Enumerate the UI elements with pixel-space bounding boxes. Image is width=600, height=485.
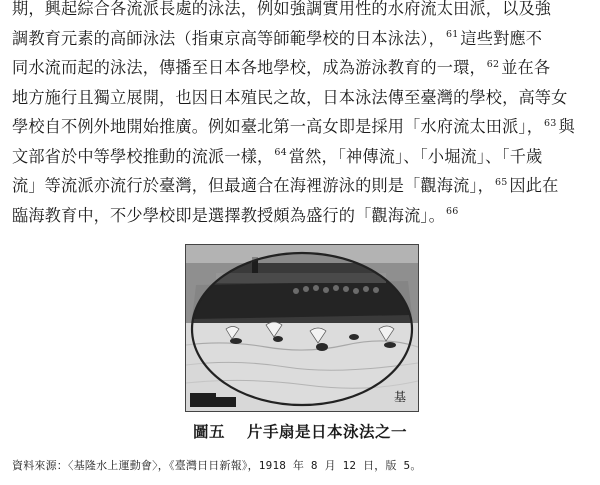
body-paragraph [12,0,592,230]
footnote-ref-66[interactable]: 66 [446,206,459,218]
figure-source: 資料來源：〈基隆水上運動會〉，《臺灣日日新報》，1918 年 8 月 12 日，版 5。 [12,459,422,472]
figure-number: 圖五 [192,423,225,441]
footnote-ref-64[interactable]: 64 [274,147,287,159]
body-line-text: 學校自不例外地開始推廣。例如臺北第一高女即是採用「水府流太田派」， [12,117,544,136]
body-line-2 [12,24,592,54]
body-line-text: 這些對應不 [460,28,543,48]
body-line-text: 文部省於中等學校推動的流派一樣， [12,146,274,166]
body-line-text: 同水流而起的泳法，傳播至日本各地學校，成為游泳教育的一環， [12,58,486,77]
body-line-7 [12,171,592,201]
footnote-ref-65[interactable]: 65 [495,176,508,188]
body-line-1 [12,0,592,24]
body-line-text: 調教育元素的高師泳法（指東京高等師範學校的日本泳法）， [12,28,446,48]
body-line-text: 當然，「神傳流」、「小堀流」、「千歲 [288,146,543,166]
body-line-text: 臨海教育中，不少學校即是選擇教授頗為盛行的「觀海流」。 [12,205,446,225]
body-line-text: 與 [558,117,575,136]
historical-photo-figure [185,244,419,412]
body-line-text: 並在各 [501,58,551,77]
body-line-8 [12,201,592,231]
figure-title: 片手扇是日本泳法之一 [247,423,408,441]
body-line-3 [12,53,592,83]
body-line-5 [12,112,592,142]
swimming-photo-illustration [186,245,418,411]
footnote-ref-61[interactable]: 61 [446,29,459,41]
footnote-ref-62[interactable]: 62 [486,58,500,70]
body-line-text: 地方施行且獨立展開，也因日本殖民之故，日本泳法傳至臺灣的學校，高等女 [12,87,568,107]
body-line-text: 因此在 [509,176,559,195]
ship-hull [192,281,412,319]
photo-signature: 基 [393,390,406,404]
footnote-ref-63[interactable]: 63 [544,117,557,129]
figure-caption [0,420,600,442]
body-line-text: 流」等流派亦流行於臺灣，但最適合在海裡游泳的則是「觀海流」， [12,176,495,195]
body-line-text: 期，興起綜合各流派長處的泳法，例如強調實用性的水府流太田派，以及強 [12,0,552,18]
body-line-6 [12,142,592,172]
body-line-4 [12,83,592,113]
